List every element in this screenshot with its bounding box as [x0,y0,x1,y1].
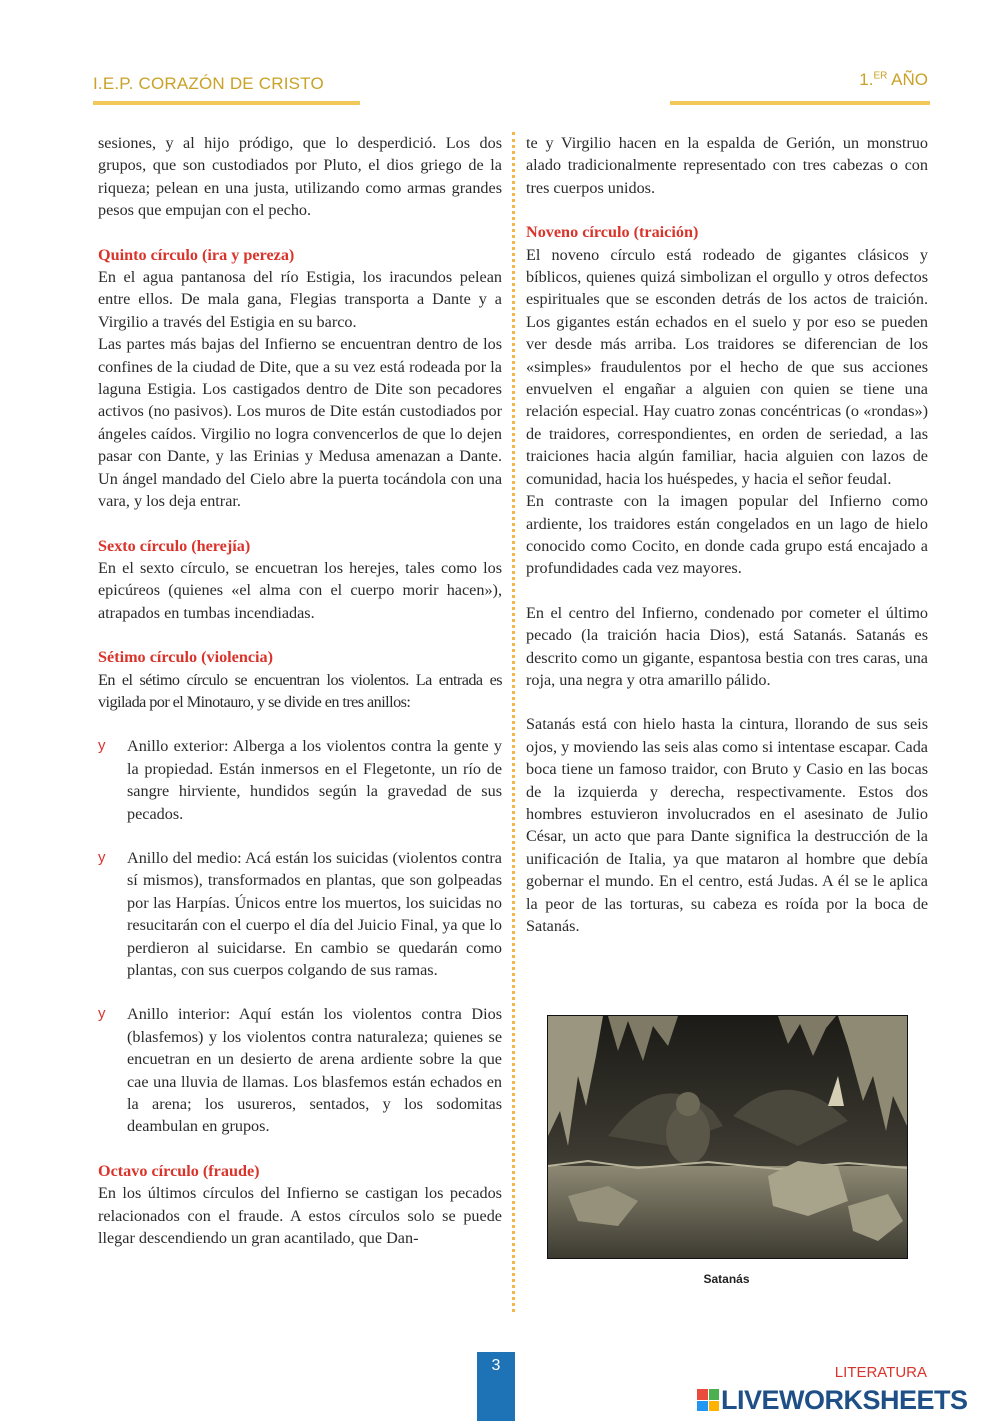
liveworksheets-brand[interactable] [697,1385,968,1415]
intro-paragraph: sesiones, y al hijo pródigo, que lo desperdició. Los dos grupos, que son custodiados por Pluto, el dios griego de la riqueza; pelean en una justa, utilizando como armas grandes pesos que empujan con el pecho. [98,134,502,220]
liveworksheets-wordmark: LIVEWORKSHEETS [721,1384,968,1415]
continuation-paragraph: te y Virgilio hacen en la espalda de Gerión, un monstruo alado tradicionalmente representado con tres cabezas o con tres cuerpos unidos. [526,134,928,197]
satan-paragraph: Satanás está con hielo hasta la cintura, llorando de sus seis ojos, y moviendo las seis alas como si intentase escapar. Cada boca tiene un famoso traidor, con Bruto y Casio en las bocas de la izquierda y derecha, respectivamente. Estos dos hombres estuvieron involucrados en el asesinato de Julio César, un acto que para Dante significa la destrucción de la unificación de Italia, ya que mataron al hombre que debía gobernar el mundo. En el centro, está Judas. A él se le aplica la peor de las torturas, su cabeza es roída por la boca de Satanás. [526,715,928,935]
seventh-circle-heading: Sétimo círculo (violencia) [98,648,274,667]
column-divider [512,132,515,1312]
liveworksheets-logo-icon [697,1389,719,1411]
grade-label [859,70,928,90]
center-of-hell-paragraph: En el centro del Infierno, condenado por cometer el último pecado (la traición hacia Dios), está Satanás. Satanás es descrito como un gigante, espantosa bestia con tres caras, una roja, una negra y otra amarillo pálido. [526,603,928,689]
rings-list [98,735,502,1138]
bullet-icon: y [98,1005,106,1023]
ring-outer-text: Anillo exterior: Alberga a los violentos contra la gente y la propiedad. Están inmersos en el Flegetonte, un río de sangre hirviente, hundidos según la gravedad de sus pecados. [127,737,502,823]
grade-word: AÑO [887,70,928,89]
header-left-rule [93,101,360,105]
sixth-circle-paragraph: En el sexto círculo, se encuetran los herejes, tales como los epicúreos (quienes «el alma con el cuerpo morir hacen»), atrapados en tumbas incendiadas. [98,558,502,622]
school-name: I.E.P. CORAZÓN DE CRISTO [93,74,324,93]
bullet-icon: y [98,848,106,866]
fifth-circle-paragraph-1: En el agua pantanosa del río Estigia, los iracundos pelean entre ellos. De mala gana, Flegias transporta a Dante y a Virgilio a través del Estigia en su barco. [98,268,502,331]
ninth-circle-paragraph-2: En contraste con la imagen popular del Infierno como ardiente, los traidores están congelados en un lago de hielo conocido como Cocito, en donde cada grupo está encajado a profundidades cada vez mayores. [526,492,928,578]
figure-caption: Satanás [703,1272,750,1286]
grade-superscript: ER [873,70,888,82]
ninth-circle-heading: Noveno círculo (traición) [526,223,699,242]
bullet-icon: y [98,737,106,755]
ring-outer [98,735,502,825]
grade-number: 1. [859,70,874,89]
ninth-circle-paragraph-1: El noveno círculo está rodeado de gigantes clásicos y bíblicos, quienes quizá simbolizan el orgullo y otros defectos espirituales que se esconden detrás de los actos de traición. Los gigantes están echados en el suelo y por eso se pueden ver desde más arriba. Los traidores se diferencian de los «simples» fraudulentos por el hecho de que sus acciones envuelven el engañar a alguien con quien se tiene una relación especial. Hay cuatro zonas concéntricas (o «rondas») de traidores, correspondientes, en orden de seriedad, a las traiciones hacia algún familiar, hacia alguien con lazos de comunidad, hacia los huéspedes, y hacia el señor feudal. [526,245,928,488]
engraving-illustration [548,1016,907,1258]
satan-engraving-image [547,1015,908,1259]
ring-inner-text: Anillo interior: Aquí están los violentos contra Dios (blasfemos) y los violentos contra naturaleza; quienes se encuetran en un desierto de arena ardiente sobre la que cae una lluvia de llamas. Los blasfemos están echados en la arena; los usureros, sentados, y los sodomitas deambulan en grupos. [127,1005,502,1136]
fifth-circle-paragraph-2: Las partes más bajas del Infierno se encuentran dentro de los confines de la ciudad de Dite, que a su vez está rodeada por la laguna Estigia. Los castigados dentro de Dite son pecadores activos (no pasivos). Los muros de Dite están custodiados por ángeles caídos. Virgilio no logra convencerlos de que lo dejen pasar con Dante, y las Erinias y Medusa amenazan a Dante. Un ángel mandado del Cielo abre la puerta tocándola con una vara, y los deja entrar. [98,335,502,511]
sixth-circle-heading: Sexto círculo (herejía) [98,536,251,555]
eighth-circle-paragraph: En los últimos círculos del Infierno se castigan los pecados relacionados con el fraude. A estos círculos solo se puede llegar descendiendo un gran acantilado, que Dan- [98,1184,502,1248]
seventh-circle-paragraph: En el sétimo círculo se encuentran los violentos. La entrada es vigilada por el Minotauro, y se divide en tres anillos: [98,670,502,711]
ring-middle [98,847,502,981]
ring-middle-text: Anillo del medio: Acá están los suicidas (violentos contra sí mismos), transformados en plantas, que son golpeadas por las Harpías. Únicos entre los muertos, los suicidas no resucitarán con el cuerpo el día del Juicio Final, ya que lo perdieron al suicidarse. En cambio se quedarán como plantas, con sus cuerpos colgando de sus ramas. [127,848,502,979]
right-column [526,132,928,937]
page-number: 3 [477,1352,515,1421]
header-right-rule [670,101,930,105]
fifth-circle-heading: Quinto círculo (ira y pereza) [98,245,295,264]
left-column [98,132,502,1249]
eighth-circle-heading: Octavo círculo (fraude) [98,1161,260,1180]
subject-label: LITERATURA [834,1364,927,1381]
ring-inner [98,1003,502,1137]
